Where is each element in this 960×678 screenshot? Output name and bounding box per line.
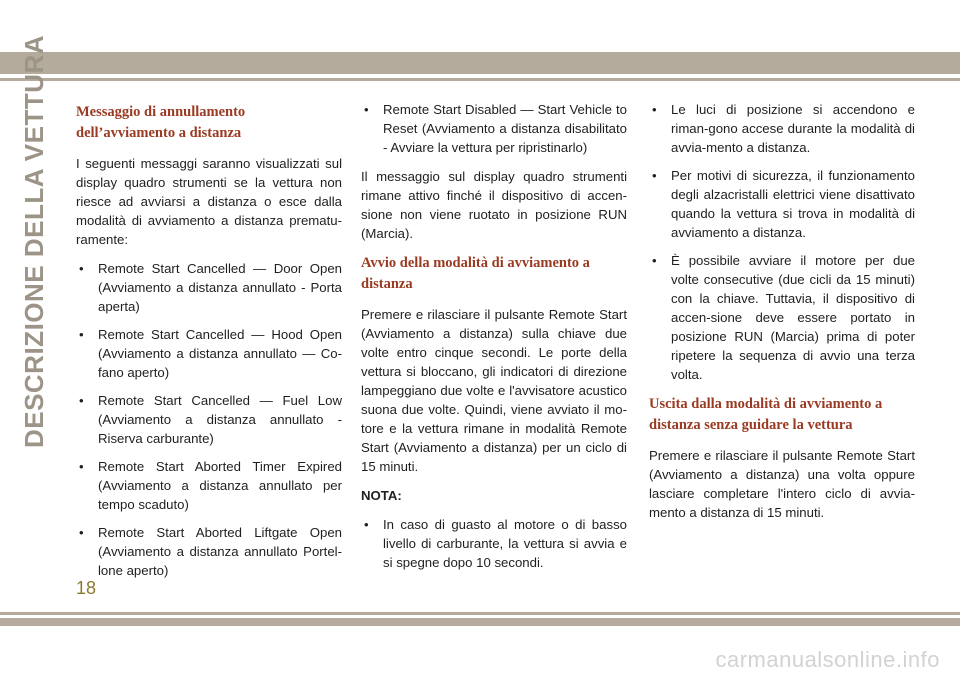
list-item: • Remote Start Cancelled — Fuel Low (Avviamento a distanza annullato - Riserva carburante) [76, 391, 342, 448]
page-number: 18 [76, 578, 97, 598]
footer-rule [0, 612, 960, 615]
paragraph-start-instructions: Premere e rilasciare il pulsante Remote Start (Avviamento a distanza) sulla chiave due volte entro cinque secondi. Le porte della vettura si bloccano, gli indicatori di direzione lampeggiano due volte e l'avvisatore acustico suona due volte. Quindi, viene avviato il mo-tore e la vettura rimane in modalità Remote Start (Avviamento a distanza) per un ciclo di 15 minuti. [361, 307, 627, 474]
list-item: • È possibile avviare il motore per due volte consecutive (due cicli da 15 minuti) con la chiave. Tuttavia, il dispositivo di accen-sione deve essere portato in posizione RUN (Marcia) prima di poter ripetere la sequenza di avvio una terza volta. [649, 251, 915, 384]
header-rule [0, 78, 960, 81]
paragraph-intro: I seguenti messaggi saranno visualizzati sul display quadro strumenti se la vettura non riesce ad avviarsi a distanza o esce dalla modalità di avviamento a distanza prematu-ramente: [76, 156, 342, 247]
watermark-text: carmanualsonline.info [715, 647, 940, 672]
bullet-list-remote-start-info [649, 100, 915, 384]
list-item: • In caso di guasto al motore o di basso livello di carburante, la vettura si avvia e si spegne dopo 10 secondi. [361, 515, 627, 572]
section-side-label [10, 34, 60, 448]
list-item: • Le luci di posizione si accendono e riman-gono accese durante la modalità di avvia-mento a distanza. [649, 100, 915, 157]
heading-exit-mode: Uscita dalla modalità di avviamento a distanza senza guidare la vettura [649, 396, 883, 433]
column-2 [361, 100, 627, 582]
list-item: • Per motivi di sicurezza, il funzionamento degli alzacristalli elettrici viene disattivato quando la vettura si trova in modalità di avviamento a distanza. [649, 166, 915, 242]
column-1 [76, 100, 342, 590]
list-item: • Remote Start Disabled — Start Vehicle to Reset (Avviamento a distanza disabilitato - Avviare la vettura per ripristinarlo) [361, 100, 627, 157]
bullet-list-continued [361, 100, 627, 157]
bullet-list-cancel-messages [76, 259, 342, 580]
paragraph-exit-instructions: Premere e rilasciare il pulsante Remote Start (Avviamento a distanza) una volta oppure lasciare completare l'intero ciclo di avvia-mento a distanza di 15 minuti. [649, 448, 915, 520]
bullet-list-note [361, 515, 627, 572]
header-band [0, 52, 960, 74]
heading-cancel-messages: Messaggio di annullamento dell’avviamento a distanza [76, 104, 246, 141]
heading-start-mode: Avvio della modalità di avviamento a distanza [361, 255, 590, 292]
note-label: NOTA: [361, 488, 402, 503]
list-item: • Remote Start Cancelled — Door Open (Avviamento a distanza annullato - Porta aperta) [76, 259, 342, 316]
paragraph-display-message: Il messaggio sul display quadro strumenti rimane attivo finché il dispositivo di accen-sione non viene ruotato in posizione RUN (Marcia). [361, 169, 627, 241]
list-item: • Remote Start Cancelled — Hood Open (Avviamento a distanza annullato — Co-fano aperto) [76, 325, 342, 382]
section-label-text: DESCRIZIONE DELLA VETTURA [19, 34, 50, 448]
footer-band [0, 618, 960, 626]
column-3 [649, 100, 915, 532]
list-item: • Remote Start Aborted Liftgate Open (Avviamento a distanza annullato Portel-lone aperto) [76, 523, 342, 580]
list-item: • Remote Start Aborted Timer Expired (Avviamento a distanza annullato per tempo scaduto) [76, 457, 342, 514]
